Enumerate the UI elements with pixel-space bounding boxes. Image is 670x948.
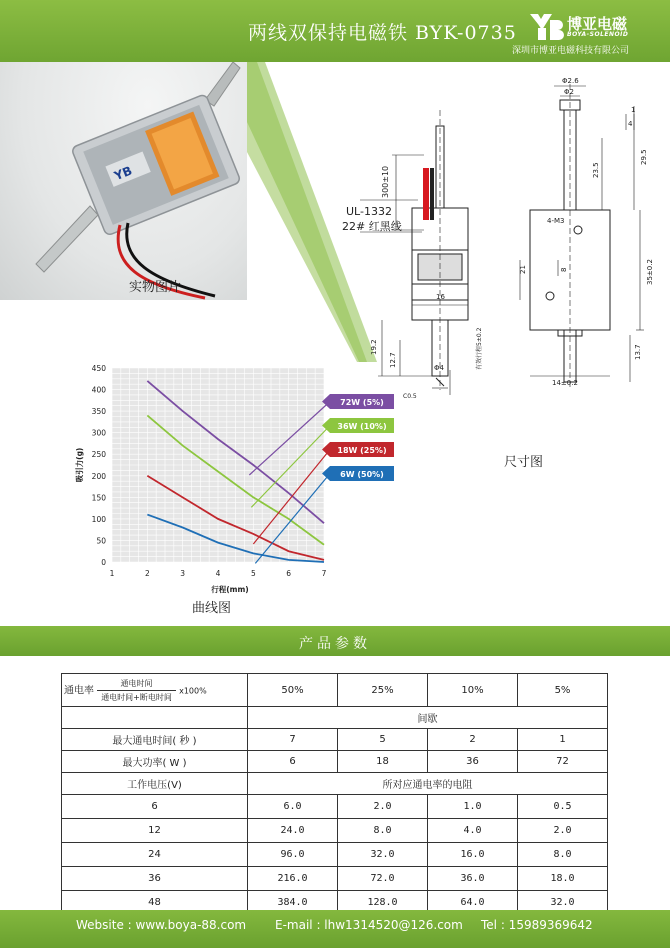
resistance-cell: 4.0 — [428, 819, 518, 843]
dim-13-7: 13.7 — [634, 344, 642, 360]
max-power-value: 36 — [428, 751, 518, 773]
chart-x-tick: 7 — [321, 569, 327, 578]
chart-y-tick: 300 — [91, 428, 106, 438]
max-on-value: 5 — [338, 729, 428, 751]
duty-value: 25% — [338, 674, 428, 707]
resistance-label: 所对应通电率的电阻 — [248, 773, 608, 795]
resistance-cell: 36.0 — [428, 867, 518, 891]
resistance-cell: 0.5 — [518, 795, 608, 819]
dim-14: 14±0.2 — [552, 379, 578, 387]
max-on-value: 2 — [428, 729, 518, 751]
duty-numerator: 通电时间 — [97, 678, 176, 691]
max-power-value: 72 — [518, 751, 608, 773]
chart-y-tick: 400 — [91, 385, 106, 395]
resistance-cell: 384.0 — [248, 891, 338, 915]
table-row — [62, 819, 608, 843]
chart-legend-label: 6W (50%) — [340, 470, 384, 479]
dim-21: 21 — [519, 265, 527, 274]
chart-x-tick: 3 — [180, 569, 186, 578]
max-on-label: 最大通电时间( 秒 ) — [62, 729, 248, 751]
chart-y-tick: 100 — [91, 514, 106, 524]
duty-multiplier: x100% — [179, 686, 207, 695]
chart-y-tick: 350 — [91, 407, 106, 417]
chart-y-tick: 450 — [91, 364, 106, 373]
max-on-value: 1 — [518, 729, 608, 751]
resistance-cell: 32.0 — [338, 843, 428, 867]
voltage-cell: 24 — [62, 843, 248, 867]
chart-legend-label: 36W (10%) — [337, 422, 387, 431]
chart-y-tick: 50 — [96, 536, 106, 546]
chart-x-tick: 4 — [215, 569, 221, 578]
chart-legend-label: 72W (5%) — [340, 398, 384, 407]
max-on-value: 7 — [248, 729, 338, 751]
max-power-value: 6 — [248, 751, 338, 773]
max-power-label: 最大功率( W ) — [62, 751, 248, 773]
dim-1: 1 — [631, 106, 636, 114]
force-stroke-chart — [70, 360, 387, 595]
logo-english-name: BOYA-SOLENOID — [567, 31, 629, 38]
resistance-cell: 18.0 — [518, 867, 608, 891]
dim-05: C0.5 — [403, 393, 417, 400]
duty-value: 50% — [248, 674, 338, 707]
dim-8: 8 — [560, 267, 568, 272]
duty-row — [62, 674, 608, 707]
params-title: 产品参数 — [299, 636, 371, 652]
voltage-header-row — [62, 773, 608, 795]
company-logo-icon — [528, 12, 564, 42]
company-name: 深圳市博亚电磁科技有限公司 — [512, 46, 630, 56]
chart-x-label: 行程(mm) — [211, 585, 249, 594]
resistance-cell: 2.0 — [338, 795, 428, 819]
dim-23-5: 23.5 — [592, 162, 600, 178]
voltage-cell: 36 — [62, 867, 248, 891]
chart-x-tick: 6 — [286, 569, 292, 578]
dim-m3: 4-M3 — [547, 217, 565, 225]
resistance-cell: 96.0 — [248, 843, 338, 867]
duty-value: 5% — [518, 674, 608, 707]
photo-logo-text: YB — [112, 163, 135, 184]
mode-label: 间歇 — [248, 707, 608, 729]
mode-spacer — [62, 707, 248, 729]
footer-tel: Tel : 15989369642 — [481, 918, 593, 932]
table-row — [62, 843, 608, 867]
resistance-cell: 32.0 — [518, 891, 608, 915]
duty-formula — [97, 678, 176, 703]
chart-y-tick: 0 — [101, 558, 106, 567]
label-wire: 22# 红黑线 — [342, 220, 402, 233]
spec-table — [61, 673, 608, 915]
duty-value: 10% — [428, 674, 518, 707]
chart-caption: 曲线图 — [192, 601, 232, 616]
voltage-label: 工作电压(V) — [62, 773, 248, 795]
resistance-cell: 16.0 — [428, 843, 518, 867]
duty-cell — [62, 674, 248, 707]
table-row — [62, 795, 608, 819]
resistance-cell: 8.0 — [518, 843, 608, 867]
resistance-cell: 72.0 — [338, 867, 428, 891]
dimension-drawing — [340, 70, 670, 400]
photo-caption: 实物图片 — [129, 280, 182, 295]
dim-4: Φ4 — [434, 364, 444, 372]
dim-35: 35±0.2 — [646, 259, 654, 285]
front-black-wire — [430, 168, 434, 220]
max-on-row — [62, 729, 608, 751]
voltage-cell: 6 — [62, 795, 248, 819]
duty-denominator: 通电时间+断电时间 — [101, 692, 172, 702]
chart-legend-label: 18W (25%) — [337, 446, 387, 455]
mode-row — [62, 707, 608, 729]
chart-y-tick: 200 — [91, 471, 106, 481]
chart-x-tick: 1 — [109, 569, 115, 578]
resistance-cell: 8.0 — [338, 819, 428, 843]
resistance-cell: 216.0 — [248, 867, 338, 891]
voltage-cell: 48 — [62, 891, 248, 915]
dim-26: Φ2.6 — [562, 77, 579, 85]
dim-300: 300±10 — [381, 165, 390, 198]
table-row — [62, 867, 608, 891]
footer-email[interactable]: E-mail : lhw1314520@126.com — [275, 918, 463, 932]
dim-29-5: 29.5 — [640, 149, 648, 165]
resistance-cell: 1.0 — [428, 795, 518, 819]
chart-y-tick: 150 — [91, 493, 106, 503]
label-ul: UL-1332 — [346, 205, 392, 218]
max-power-value: 18 — [338, 751, 428, 773]
dim-2: Φ2 — [564, 88, 574, 96]
front-red-wire — [423, 168, 429, 220]
resistance-cell: 6.0 — [248, 795, 338, 819]
dim-stroke: 有效行程5±0.2 — [476, 327, 483, 370]
max-power-row — [62, 751, 608, 773]
dim-16: 16 — [436, 293, 445, 301]
dim-4b: 4 — [628, 120, 633, 128]
chart-y-tick: 250 — [91, 450, 106, 460]
chart-x-tick: 2 — [144, 569, 150, 578]
chart-x-tick: 5 — [250, 569, 256, 578]
duty-label: 通电率 — [64, 685, 94, 696]
footer-website[interactable]: Website : www.boya-88.com — [76, 918, 247, 932]
dimension-caption: 尺寸图 — [504, 455, 544, 470]
logo-name: 博亚电磁 — [567, 15, 628, 33]
chart-y-label: 吸引力(g) — [75, 447, 84, 483]
dim-12-7: 12.7 — [389, 352, 397, 368]
voltage-cell: 12 — [62, 819, 248, 843]
dim-19-2: 19.2 — [370, 339, 378, 355]
resistance-cell: 2.0 — [518, 819, 608, 843]
page-title: 两线双保持电磁铁 BYK-0735 — [248, 22, 517, 44]
resistance-cell: 64.0 — [428, 891, 518, 915]
resistance-cell: 24.0 — [248, 819, 338, 843]
resistance-cell: 128.0 — [338, 891, 428, 915]
